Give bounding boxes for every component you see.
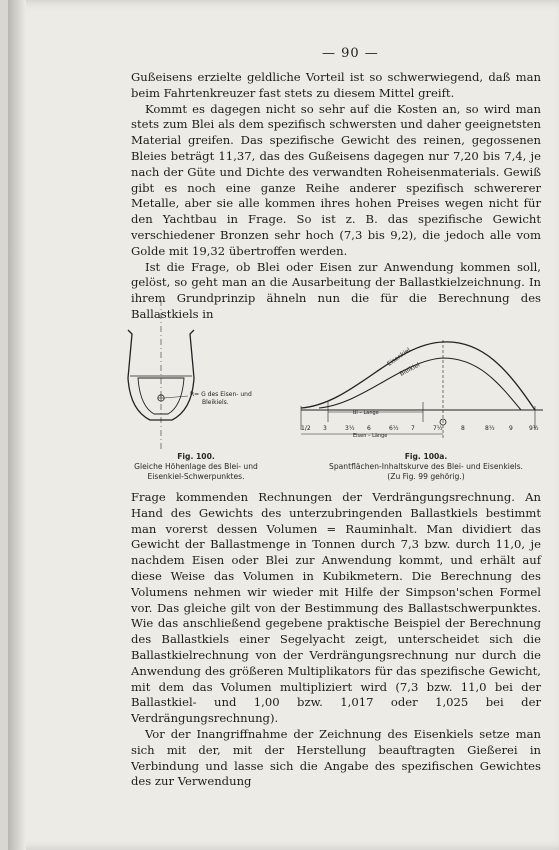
annotation-text-2: Bleikiels. xyxy=(202,399,229,406)
tick-label: 7½ xyxy=(433,425,443,432)
tick-label: 9½ xyxy=(529,425,539,432)
annotation-text-1: R= G des Eisen- und xyxy=(190,391,252,398)
page-number: — 90 — xyxy=(322,46,379,61)
book-page xyxy=(8,0,559,850)
axis-tick-labels xyxy=(301,425,539,432)
figure-100-caption xyxy=(120,452,272,482)
text-block-bottom xyxy=(131,490,541,790)
paragraph: Kommt es dagegen nicht so sehr auf die Kosten an, so wird man stets zum Blei als dem spezifisch schwersten und daher geeignetsten Material greifen. Das spezifische Gewicht des reinen, gegossenen Bleies beträgt 11,37, das des Gußeisens dagegen nur 7,20 bis 7,4, je nach der Güte und Dichte des verwandten Roheisenmaterials. Gewiß gibt es noch eine ganze Reihe anderer spezifisch schwererer Metalle, aber sie alle kommen ihres hohen Preises wegen nicht für den Yachtbau in Frage. So ist z. B. das spezifische Gewicht verschiedener Bronzen sehr hoch (7,3 bis 9,2), die jedoch alle vom Golde mit 19,32 übertroffen werden. xyxy=(131,101,541,258)
tick-label: 7 xyxy=(411,425,415,432)
tick-label: 9 xyxy=(509,425,513,432)
tick-label: 3½ xyxy=(345,425,355,432)
dimension-label-iron: Eisen – Länge xyxy=(353,433,388,439)
tick-label: 8½ xyxy=(485,425,495,432)
figure-100a-caption xyxy=(308,452,544,482)
paragraph: Vor der Inangriffnahme der Zeichnung des Eisenkiels setze man sich mit der, mit der Herstellung beauftragten Gießerei in Verbindung und lasse sich die Angabe des spezifischen Gewichtes des zur Verwendung xyxy=(131,726,541,789)
dimension-label-lead: Bl – Länge xyxy=(353,410,379,416)
text-block-top xyxy=(131,70,541,323)
tick-label: 8 xyxy=(461,425,465,432)
figure-number: Fig. 100a. xyxy=(404,452,448,461)
caption-reference: (Zu Fig. 99 gehörig.) xyxy=(387,472,465,481)
tick-label: 1/2 xyxy=(301,425,311,432)
figure-100-keel-section xyxy=(118,300,258,450)
caption-text: Spantflächen-Inhaltskurve des Blei- und Eisenkiels. xyxy=(329,462,523,471)
annotation-leader xyxy=(164,396,188,398)
figure-number: Fig. 100. xyxy=(177,452,215,461)
paragraph: Frage kommenden Rechnungen der Verdrängungsrechnung. An Hand des Gewichts des unterzubringenden Ballastkiels bestimmt man vorerst dessen Volumen = Rauminhalt. Man dividiert das Gewicht der Ballastmenge in Tonnen durch 7,3 bzw. durch 11,0, je nachdem Eisen oder Blei zur Anwendung kommt, und erhält auf diese Weise das Volumen in Kubikmetern. Die Berechnung des Volumens nehmen wir wieder mit Hilfe der Simpson'schen Formel vor. Das gleiche gilt von der Bestimmung des Ballastschwerpunktes. Wie das anschließend gegebene praktische Beispiel der Berechnung des Ballastkiels einer Segelyacht zeigt, unterscheidet sich die Ballastkielrechnung von der Verdrängungsrechnung nur durch die Anwendung des größeren Multiplikators für das spezifische Gewicht, mit dem das Volumen multipliziert wird (7,3 bzw. 11,0 bei der Ballastkiel- und 1,00 bzw. 1,017 oder 1,025 bei der Verdrängungsrechnung). xyxy=(131,490,541,726)
paragraph: Gußeisens erzielte geldliche Vorteil ist so schwerwiegend, daß man beim Fahrtenkreuzer fast stets zu diesem Mittel greift. xyxy=(131,70,541,100)
tick-label: 6 xyxy=(367,425,371,432)
paragraph: Ist die Frage, ob Blei oder Eisen zur Anwendung kommen soll, gelöst, so geht man an die Ausarbeitung der Ballastkielzeichnung. In ihrem Grundprinzip ähneln nun die für die Berechnung des Ballastkiels in xyxy=(131,259,541,321)
curve-label-lead: Bleikiel xyxy=(398,361,422,378)
page-gutter-shadow xyxy=(8,0,26,850)
tick-label: 6½ xyxy=(389,425,399,432)
iron-keel-curve xyxy=(301,342,535,410)
tick-label: 3 xyxy=(323,425,327,432)
figure-100a-area-curve xyxy=(293,330,558,445)
caption-text: Gleiche Höhenlage des Blei- und Eisenkiel-Schwerpunktes. xyxy=(134,462,258,481)
curve-label-iron: Eisenkiel xyxy=(386,346,412,368)
